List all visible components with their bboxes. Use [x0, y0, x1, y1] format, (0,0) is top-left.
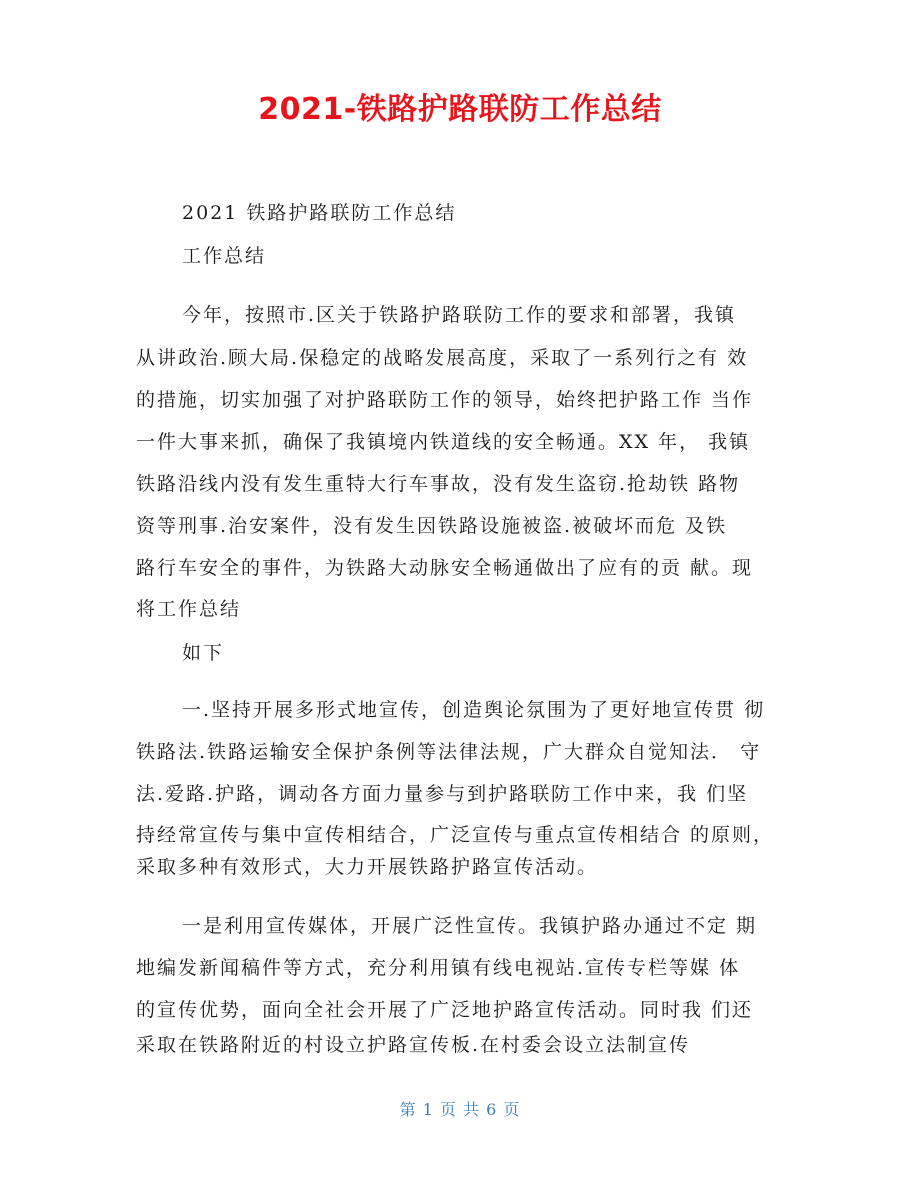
page-footer: 第 1 页 共 6 页	[399, 1100, 521, 1119]
body-line: 从讲政治.顾大局.保稳定的战略发展高度，采取了一系列行之有 效	[136, 347, 749, 369]
body-line: 持经常宣传与集中宣传相结合，广泛宣传与重点宣传相结合 的原则，	[136, 824, 775, 846]
body-line: 铁路法.铁路运输安全保护条例等法律法规，广大群众自觉知法． 守	[136, 741, 762, 763]
body-line: 的宣传优势，面向全社会开展了广泛地护路宣传活动。同时我 们还	[136, 999, 754, 1021]
subtitle-line: 2021 铁路护路联防工作总结	[182, 202, 457, 224]
body-line: 采取在铁路附近的村设立护路宣传板.在村委会设立法制宣传	[136, 1034, 691, 1056]
body-line: 将工作总结	[136, 598, 242, 620]
document-title: 2021-铁路护路联防工作总结	[258, 92, 662, 127]
body-line: 采取多种有效形式，大力开展铁路护路宣传活动。	[136, 856, 599, 878]
body-line: 铁路沿线内没有发生重特大行车事故，没有发生盗窃.抢劫铁 路物	[136, 473, 741, 495]
body-line: 路行车安全的事件，为铁路大动脉安全畅通做出了应有的贡 献。现	[136, 557, 754, 579]
body-line: 如下	[182, 642, 225, 664]
body-line: 地编发新闻稿件等方式，充分利用镇有线电视站.宣传专栏等媒 体	[136, 957, 741, 979]
body-line: 今年，按照市.区关于铁路护路联防工作的要求和部署，我镇	[182, 304, 737, 326]
body-line: 一件大事来抓，确保了我镇境内铁道线的安全畅通。XX 年， 我镇	[136, 431, 751, 453]
section-label: 工作总结	[182, 245, 267, 267]
body-line: 一.坚持开展多形式地宣传，创造舆论氛围为了更好地宣传贯 彻	[182, 699, 766, 721]
body-line: 法.爱路.护路，调动各方面力量参与到护路联防工作中来，我 们坚	[136, 783, 749, 805]
body-line: 的措施，切实加强了对护路联防工作的领导，始终把护路工作 当作	[136, 389, 754, 411]
body-line: 一是利用宣传媒体，开展广泛性宣传。我镇护路办通过不定 期	[182, 915, 758, 937]
body-line: 资等刑事.治安案件，没有发生因铁路设施被盗.被破坏而危 及铁	[136, 515, 728, 537]
